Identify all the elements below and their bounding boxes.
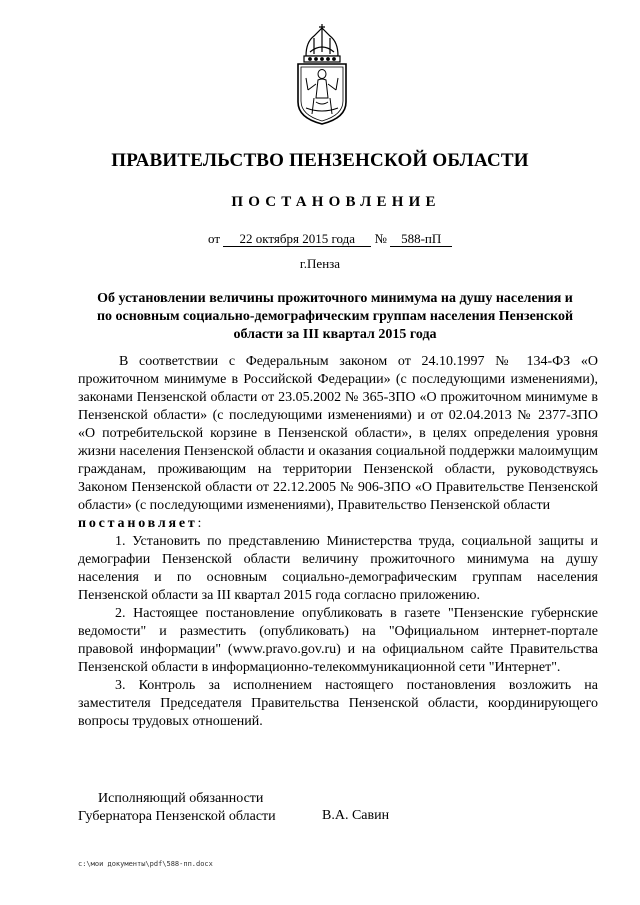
government-title: ПРАВИТЕЛЬСТВО ПЕНЗЕНСКОЙ ОБЛАСТИ xyxy=(111,150,529,171)
document-subject: Об установлении величины прожиточного минимума на душу населения и по основным социально-демографическим группам населения Пензенской области за III квартал 2015 года xyxy=(96,291,574,342)
signatory-name: В.А. Савин xyxy=(322,808,390,823)
preamble-paragraph xyxy=(78,353,598,515)
document-number: 588-пП xyxy=(390,232,452,247)
item-paragraph-1: 1. Установить по представлению Министерства труда, социальной защиты и демографии Пензенской области величину прожиточного минимума на душу населения и по основным социально-демографическим группам населения Пензенской области за III квартал 2015 года согласно приложению. xyxy=(78,534,598,603)
coat-of-arms-emblem xyxy=(292,22,352,126)
signatory-position-line1: Исполняющий обязанности xyxy=(98,791,264,806)
resolves-word: постановляет xyxy=(78,516,198,531)
item-paragraph-2: 2. Настоящее постановление опубликовать в газете "Пензенские губернские ведомости" и разместить (опубликовать) на "Официальном интернет-портале правовой информации" (www.pravo.gov.ru) и на официальном сайте Правительства Пензенской области в информационно-телекоммуникационной сети "Интернет". xyxy=(78,606,598,675)
item-paragraph-3: 3. Контроль за исполнением настоящего постановления возложить на заместителя Председателя Правительства Пензенской области, координирующего вопросы трудовых отношений. xyxy=(78,678,598,729)
signatory-position-line2: Губернатора Пензенской области xyxy=(78,809,276,824)
date-number-line xyxy=(208,231,452,247)
document-date: 22 октября 2015 года xyxy=(223,232,371,247)
preamble-text: В соответствии с Федеральным законом от 24.10.1997 № 134-ФЗ «О прожиточном минимуме в Российской Федерации» (с последующими изменениями), законами Пензенской области от 23.05.2002 № 365-ЗПО «О прожиточном минимуме в Пензенской области» (с последующими изменениями) и от 02.04.2013 № 2377-ЗПО «О потребительской корзине в Пензенской области», в целях определения уровня жизни населения Пензенской области и оказания социальной поддержки малоимущим гражданам, проживающим на территории Пензенской области, руководствуясь Законом Пензенской области от 22.12.2005 № 906-ЗПО «О Правительстве Пензенской области» (с последующими изменениями), Правительство Пензенской области xyxy=(78,354,598,513)
signatory-position xyxy=(78,790,276,826)
date-prefix: от xyxy=(208,231,221,246)
city: г.Пенза xyxy=(299,256,341,271)
file-path: c:\мои документы\pdf\588-пп.docx xyxy=(78,860,213,868)
resolves-line xyxy=(78,515,598,533)
document-body xyxy=(78,353,598,731)
number-sign: № xyxy=(374,231,387,246)
resolves-colon: : xyxy=(197,516,202,531)
document-type: ПОСТАНОВЛЕНИЕ xyxy=(231,194,441,210)
